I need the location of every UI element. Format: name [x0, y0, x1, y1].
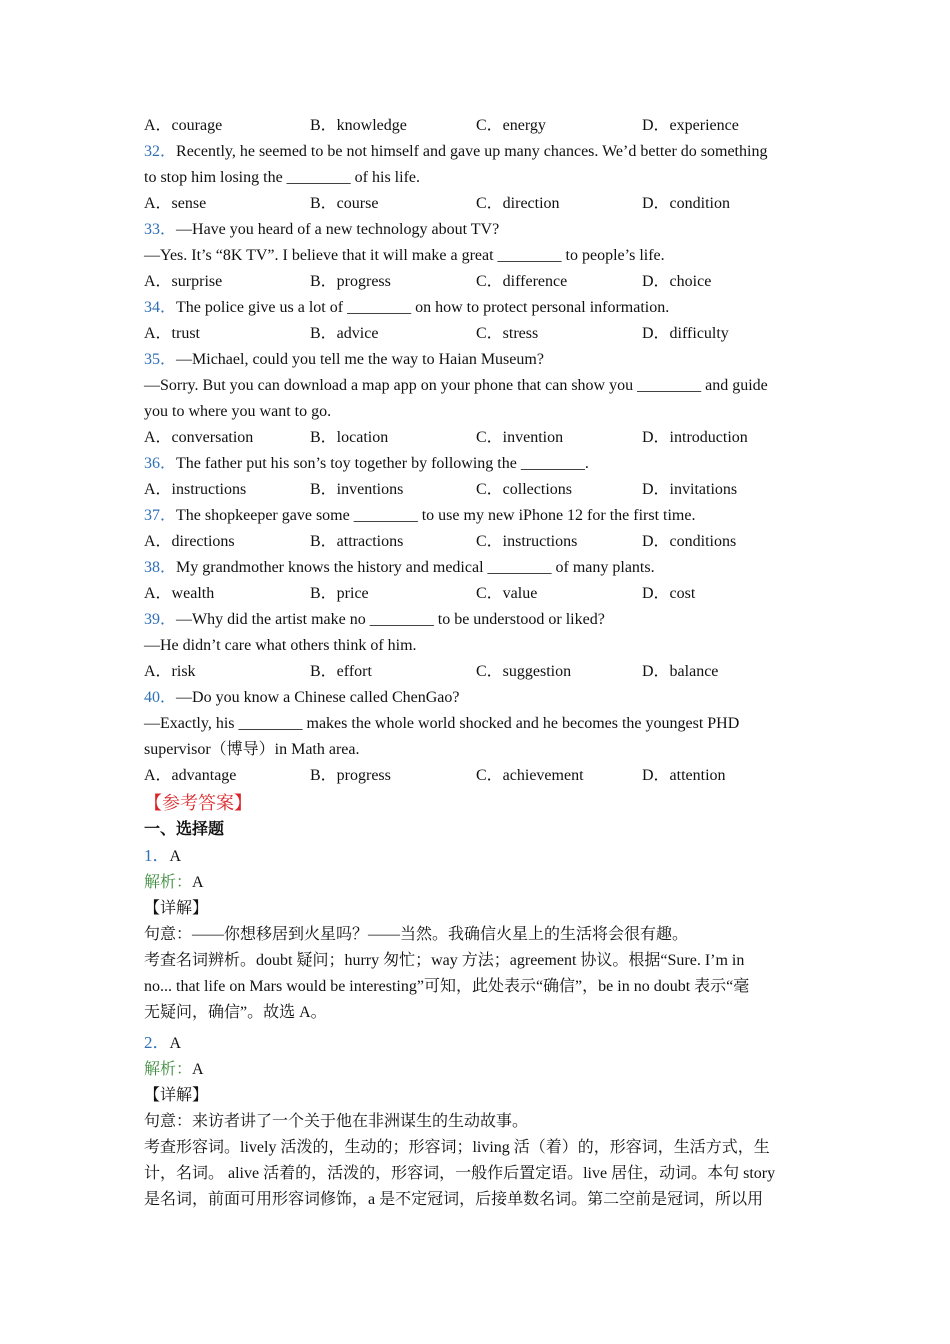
option-c: C．suggestion	[476, 663, 572, 680]
option-a: A．trust	[144, 325, 201, 342]
question-text: My grandmother knows the history and medical ________ of many plants.	[176, 559, 655, 576]
option-b: B．progress	[310, 767, 391, 784]
option-d: D．condition	[642, 195, 730, 212]
question-text-continued: —Exactly, his ________ makes the whole world shocked and he becomes the youngest PHD	[144, 715, 740, 732]
question-text: —Why did the artist make no ________ to be understood or liked?	[176, 611, 605, 628]
answer-value: A	[169, 1035, 182, 1052]
question-text-continued: —Yes. It’s “8K TV”. I believe that it will make a great ________ to people’s life.	[144, 247, 665, 264]
option-c: C．value	[476, 585, 538, 602]
explanation-line: no... that life on Mars would be interesting”可知，此处表示“确信”，be in no doubt 表示“毫	[144, 978, 750, 995]
explanation-line: 句意：——你想移居到火星吗？——当然。我确信火星上的生活将会很有趣。	[144, 926, 689, 943]
option-a: A．sense	[144, 195, 207, 212]
question-number: 37．	[144, 507, 177, 524]
option-d: D．conditions	[642, 533, 737, 550]
option-d: D．cost	[642, 585, 696, 602]
option-d: D．balance	[642, 663, 719, 680]
option-c: C．achievement	[476, 767, 584, 784]
option-d: D．difficulty	[642, 325, 729, 342]
section-title: 一、选择题	[144, 821, 225, 838]
question-options	[144, 581, 810, 607]
question-text-continued: you to where you want to go.	[144, 403, 332, 420]
question-number: 36．	[144, 455, 177, 472]
answers-heading: 【参考答案】	[144, 793, 252, 813]
explanation-line: 考查名词辨析。doubt 疑问；hurry 匆忙；way 方法；agreement 协议。根据“Sure. I’m in	[144, 952, 745, 969]
question-text-continued: supervisor（博导）in Math area.	[144, 741, 360, 758]
option-b: B．effort	[310, 663, 372, 680]
question-options	[144, 191, 810, 217]
option-b: B．course	[310, 195, 379, 212]
analysis-label: 解析：	[144, 874, 193, 891]
option-b: B．knowledge	[310, 117, 407, 134]
option-a: A．advantage	[144, 767, 237, 784]
question-text-continued: —Sorry. But you can download a map app on your phone that can show you ________ and guide	[144, 377, 768, 394]
question-text: The shopkeeper gave some ________ to use my new iPhone 12 for the first time.	[176, 507, 696, 524]
option-c: C．invention	[476, 429, 564, 446]
question-33	[144, 217, 810, 295]
question-39	[144, 607, 810, 685]
option-b: B．attractions	[310, 533, 404, 550]
question-text: The father put his son’s toy together by following the ________.	[176, 455, 589, 472]
question-number: 39．	[144, 611, 177, 628]
option-c: C．difference	[476, 273, 568, 290]
question-options	[144, 659, 810, 685]
option-a: A．risk	[144, 663, 196, 680]
question-text: Recently, he seemed to be not himself and gave up many chances. We’d better do something	[176, 143, 768, 160]
question-number: 40．	[144, 689, 177, 706]
question-options	[144, 269, 810, 295]
option-c: C．collections	[476, 481, 572, 498]
question-text: —Michael, could you tell me the way to Haian Museum?	[176, 351, 544, 368]
question-number: 34．	[144, 299, 177, 316]
explanation-line: 是名词，前面可用形容词修饰，a 是不定冠词，后接单数名词。第二空前是冠词，所以用	[144, 1191, 764, 1208]
option-a: A．courage	[144, 117, 223, 134]
option-c: C．energy	[476, 117, 546, 134]
option-a: A．directions	[144, 533, 235, 550]
answer-2	[144, 1030, 810, 1213]
option-b: B．progress	[310, 273, 391, 290]
page-content	[144, 113, 810, 1213]
question-32	[144, 139, 810, 217]
answer-number: 2．	[144, 1033, 170, 1052]
question-options	[144, 529, 810, 555]
question-number: 32．	[144, 143, 177, 160]
question-options	[144, 477, 810, 503]
option-b: B．location	[310, 429, 389, 446]
option-c: C．direction	[476, 195, 560, 212]
option-a: A．wealth	[144, 585, 215, 602]
analysis-value: A	[192, 874, 204, 891]
explanation-line: 无疑问，确信”。故选 A。	[144, 1004, 327, 1021]
option-b: B．advice	[310, 325, 379, 342]
question-36	[144, 451, 810, 503]
option-d: D．experience	[642, 117, 739, 134]
option-a: A．instructions	[144, 481, 247, 498]
explanation-line: 考查形容词。lively 活泼的，生动的；形容词；living 活（着）的，形容词，生活方式，生	[144, 1139, 770, 1156]
explanation-line: 句意：来访者讲了一个关于他在非洲谋生的生动故事。	[144, 1113, 529, 1130]
question-text: —Do you know a Chinese called ChenGao?	[176, 689, 460, 706]
option-b: B．inventions	[310, 481, 404, 498]
answer-1	[144, 843, 810, 1026]
question-38	[144, 555, 810, 607]
option-d: D．invitations	[642, 481, 738, 498]
detail-label: 【详解】	[144, 1087, 209, 1104]
option-d: D．attention	[642, 767, 726, 784]
answer-number: 1．	[144, 846, 170, 865]
analysis-value: A	[192, 1061, 204, 1078]
question-37	[144, 503, 810, 555]
question-options	[144, 321, 810, 347]
question-number: 35．	[144, 351, 177, 368]
answer-value: A	[169, 848, 182, 865]
option-c: C．instructions	[476, 533, 578, 550]
question-31-options	[144, 113, 810, 139]
question-text-continued: to stop him losing the ________ of his life.	[144, 169, 420, 186]
question-number: 38．	[144, 559, 177, 576]
question-number: 33．	[144, 221, 177, 238]
explanation-line: 计，名词。 alive 活着的，活泼的，形容词，一般作后置定语。live 居住，动词。本句 story	[144, 1165, 776, 1182]
option-d: D．introduction	[642, 429, 748, 446]
question-35	[144, 347, 810, 451]
option-a: A．surprise	[144, 273, 223, 290]
question-40	[144, 685, 810, 789]
question-text: The police give us a lot of ________ on how to protect personal information.	[176, 299, 670, 316]
question-text: —Have you heard of a new technology about TV?	[176, 221, 500, 238]
question-34	[144, 295, 810, 347]
option-d: D．choice	[642, 273, 712, 290]
option-a: A．conversation	[144, 429, 254, 446]
question-options	[144, 425, 810, 451]
option-b: B．price	[310, 585, 369, 602]
analysis-label: 解析：	[144, 1061, 193, 1078]
option-c: C．stress	[476, 325, 539, 342]
question-text-continued: —He didn’t care what others think of him.	[144, 637, 417, 654]
question-options	[144, 763, 810, 789]
detail-label: 【详解】	[144, 900, 209, 917]
